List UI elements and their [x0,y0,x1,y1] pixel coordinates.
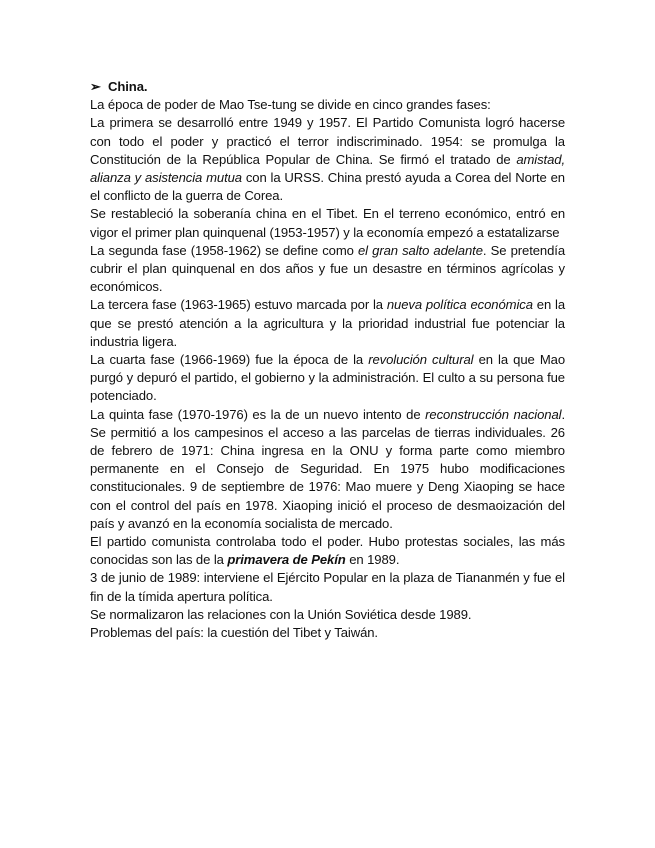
text-run: La época de poder de Mao Tse-tung se divide en cinco grandes fases: [90,97,491,113]
text-run: Se restableció la soberanía china en el Tibet. En el terreno económico, entró en vigor el primer plan quinquenal (1953-1957) y la economía empezó a estatalizarse [90,206,565,240]
text-run: en la que Mao purgó y depuró el partido, el gobierno y la administración. El culto a su persona fue potenciado. [90,352,565,404]
paragraph [90,205,565,241]
body-text [90,96,565,642]
text-run: 3 de junio de 1989: interviene el Ejército Popular en la plaza de Tiananmén y fue el fin de la tímida apertura política. [90,570,565,604]
text-run: El partido comunista controlaba todo el poder. Hubo protestas sociales, las más conocidas son las de la [90,534,565,568]
italic-text: revolución cultural [368,352,474,368]
text-run: La cuarta fase (1966-1969) fue la época de la [90,352,369,368]
italic-text: amistad, alianza y asistencia mutua [90,151,565,186]
paragraph [90,114,565,205]
italic-text: el gran salto adelante [357,242,483,258]
emphasis-text: primavera de Pekín [227,552,346,568]
text-run: Problemas del país: la cuestión del Tibet y Taiwán. [90,625,378,641]
paragraph [90,624,565,642]
text-run: Se normalizaron las relaciones con la Unión Soviética desde 1989. [90,606,472,622]
paragraph [90,351,565,406]
text-run: . Se pretendía cubrir el plan quinquenal en dos años y fue un desastre en términos agrícolas y económicos. [90,242,566,295]
section-heading [90,78,565,96]
italic-text: reconstrucción nacional [425,406,562,422]
text-run: con la URSS. China prestó ayuda a Corea del Norte en el conflicto de la guerra de Corea. [90,170,565,204]
text-run: La primera se desarrolló entre 1949 y 1957. El Partido Comunista logró hacerse con todo el poder y practicó el terror indiscriminado. 1954: se promulga la Constitución de la República Popular de China. Se firmó el tratado de [90,115,565,167]
document-page [90,78,565,642]
paragraph [90,406,565,533]
paragraph [90,606,565,624]
text-run: en 1989. [345,552,400,568]
paragraph [90,296,565,351]
text-run: en la que se prestó atención a la agricultura y la prioridad industrial fue potenciar la industria ligera. [90,297,565,349]
text-run: La segunda fase (1958-1962) se define como [90,242,358,258]
paragraph [90,242,565,297]
arrow-bullet-icon: ➢ [90,79,101,94]
text-run: . Se permitió a los campesinos el acceso a las parcelas de tierras individuales. 26 de febrero de 1971: China ingresa en la ONU y forma parte como miembro permanente en el Consejo de Seguridad. En 1975 hubo modificaciones constitucionales. 9 de septiembre de 1976: Mao muere y Deng Xiaoping se hace con el control del país en 1978. Xiaoping inició el proceso de desmaoización del país y avanzó en la economía socialista de mercado. [90,406,565,531]
heading-title: China. [108,79,148,94]
italic-text: nueva política económica [386,297,533,313]
paragraph [90,569,565,605]
paragraph [90,533,565,569]
text-run: La quinta fase (1970-1976) es la de un nuevo intento de [90,406,426,422]
text-run: La tercera fase (1963-1965) estuvo marcada por la [90,297,387,313]
paragraph [90,96,565,114]
